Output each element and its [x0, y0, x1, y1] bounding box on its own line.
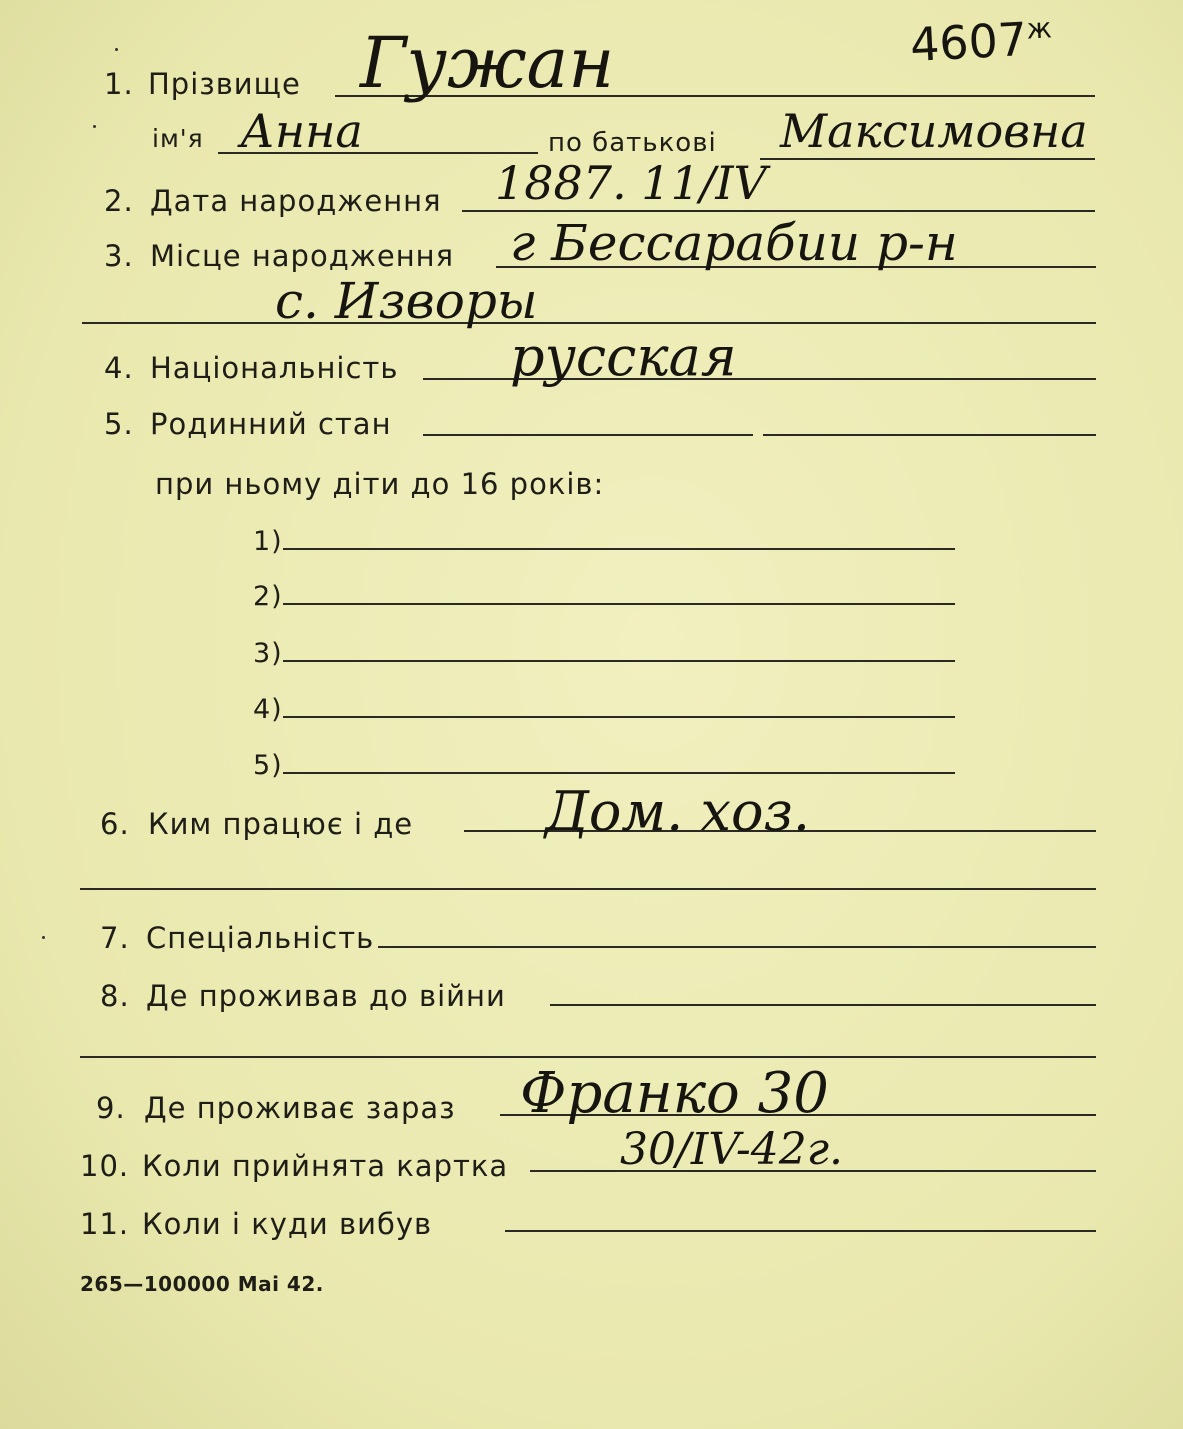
field-patronymic-label: по батькові	[548, 128, 717, 158]
field-1-number: 1.	[104, 67, 134, 101]
field-11-label: Коли і куди вибув	[142, 1207, 433, 1241]
field-9-number: 9.	[96, 1091, 126, 1125]
field-10-label: Коли прийнята картка	[142, 1149, 509, 1183]
child-3-line	[283, 660, 955, 662]
field-8-label: Де проживав до війни	[146, 979, 506, 1013]
archive-number: $4607^ж$	[908, 11, 1053, 73]
field-2-line	[462, 210, 1095, 212]
field-name-label: ім'я	[152, 124, 204, 153]
field-6-label: Ким працює і де	[148, 807, 414, 841]
field-4-value: русская	[510, 325, 737, 388]
field-5-line-b	[763, 434, 1096, 436]
child-5-number: 5)	[253, 750, 283, 781]
child-2-line	[283, 603, 955, 605]
field-5-number: 5.	[104, 407, 134, 441]
field-3-line-2	[82, 322, 1096, 324]
child-1-number: 1)	[253, 526, 283, 557]
field-11-number: 11.	[80, 1207, 130, 1241]
child-4-line	[283, 716, 955, 718]
field-name-value: Анна	[240, 104, 363, 158]
field-3-value: г Бессарабии р-н	[510, 214, 958, 272]
field-10-value: 30/IV-42г.	[620, 1124, 844, 1175]
field-2-value: 1887. 11/IV	[495, 156, 767, 210]
field-7-label: Спеціальність	[146, 921, 375, 955]
children-label: при ньому діти до 16 років:	[155, 467, 605, 501]
child-5-line	[283, 772, 955, 774]
field-3-label: Місце народження	[150, 239, 455, 273]
field-6-line-2	[80, 888, 1096, 890]
child-4-number: 4)	[253, 694, 283, 725]
field-9-label: Де проживає зараз	[144, 1091, 456, 1125]
field-1-label: Прізвище	[148, 67, 301, 101]
printer-mark: 265—100000 Mai 42.	[80, 1272, 324, 1296]
field-11-line	[505, 1230, 1096, 1232]
field-8-number: 8.	[100, 979, 130, 1013]
field-patronymic-value: Максимовна	[780, 104, 1088, 158]
child-1-line	[283, 548, 955, 550]
field-3-value-2: с. Изворы	[275, 272, 538, 330]
field-3-number: 3.	[104, 239, 134, 273]
field-5-line-a	[423, 434, 753, 436]
field-4-number: 4.	[104, 351, 134, 385]
field-6-number: 6.	[100, 807, 130, 841]
child-2-number: 2)	[253, 581, 283, 612]
field-8-line	[550, 1004, 1096, 1006]
field-2-label: Дата народження	[150, 184, 442, 218]
speck	[93, 125, 96, 128]
field-4-label: Національність	[150, 351, 399, 385]
field-patronymic-line	[760, 158, 1095, 160]
field-7-line	[378, 946, 1096, 948]
field-2-number: 2.	[104, 184, 134, 218]
speck	[42, 936, 45, 939]
child-3-number: 3)	[253, 638, 283, 669]
field-10-number: 10.	[80, 1149, 130, 1183]
field-1-value: Гужан	[360, 22, 615, 104]
field-7-number: 7.	[100, 921, 130, 955]
field-9-value: Франко 30	[520, 1061, 829, 1126]
speck	[115, 48, 118, 51]
field-8-line-2	[80, 1056, 1096, 1058]
field-5-label: Родинний стан	[150, 407, 392, 441]
field-6-value: Дом. хоз.	[545, 780, 811, 843]
